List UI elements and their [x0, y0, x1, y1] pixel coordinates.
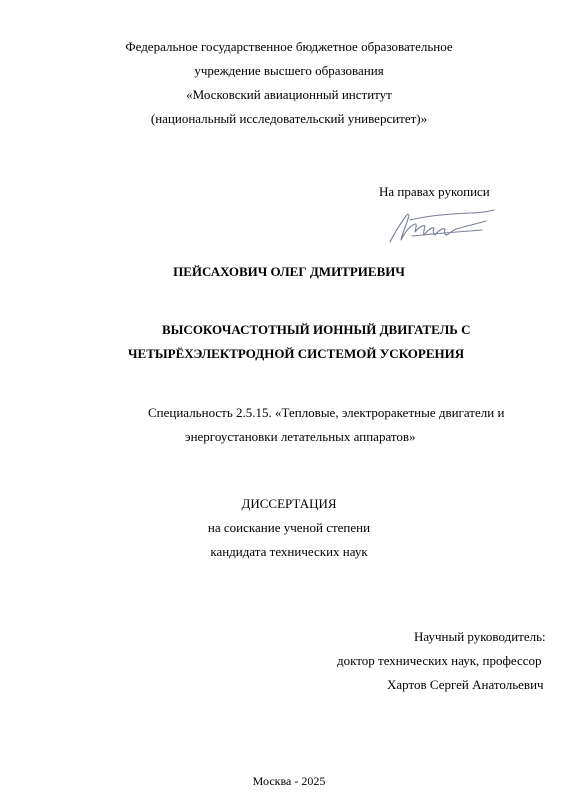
dissertation-field-line: кандидата технических наук — [210, 544, 368, 559]
specialty-line-2: энергоустановки летательных аппаратов» — [185, 429, 416, 444]
institution-line-3: «Московский авиационный институт — [186, 87, 392, 102]
footer-city-year: Москва - 2025 — [252, 774, 326, 788]
title-line-2: ЧЕТЫРЁХЭЛЕКТРОДНОЙ СИСТЕМОЙ УСКОРЕНИЯ — [128, 346, 465, 361]
specialty-line-1: Специальность 2.5.15. «Тепловые, электроракетные двигатели и — [148, 405, 505, 420]
institution-line-1: Федеральное государственное бюджетное образовательное — [125, 39, 453, 54]
supervisor-label: Научный руководитель: — [414, 629, 546, 644]
dissertation-heading: ДИССЕРТАЦИЯ — [241, 496, 337, 511]
signature-icon — [386, 206, 498, 246]
manuscript-note: На правах рукописи — [379, 184, 490, 199]
dissertation-degree-line: на соискание ученой степени — [207, 520, 371, 535]
author-name: ПЕЙСАХОВИЧ ОЛЕГ ДМИТРИЕВИЧ — [173, 264, 405, 279]
supervisor-degree: доктор технических наук, профессор — [337, 653, 542, 668]
institution-line-4: (национальный исследовательский университет)» — [150, 111, 428, 126]
institution-line-2: учреждение высшего образования — [194, 63, 384, 78]
supervisor-name: Хартов Сергей Анатольевич — [387, 677, 544, 692]
title-line-1: ВЫСОКОЧАСТОТНЫЙ ИОННЫЙ ДВИГАТЕЛЬ С — [162, 322, 471, 337]
